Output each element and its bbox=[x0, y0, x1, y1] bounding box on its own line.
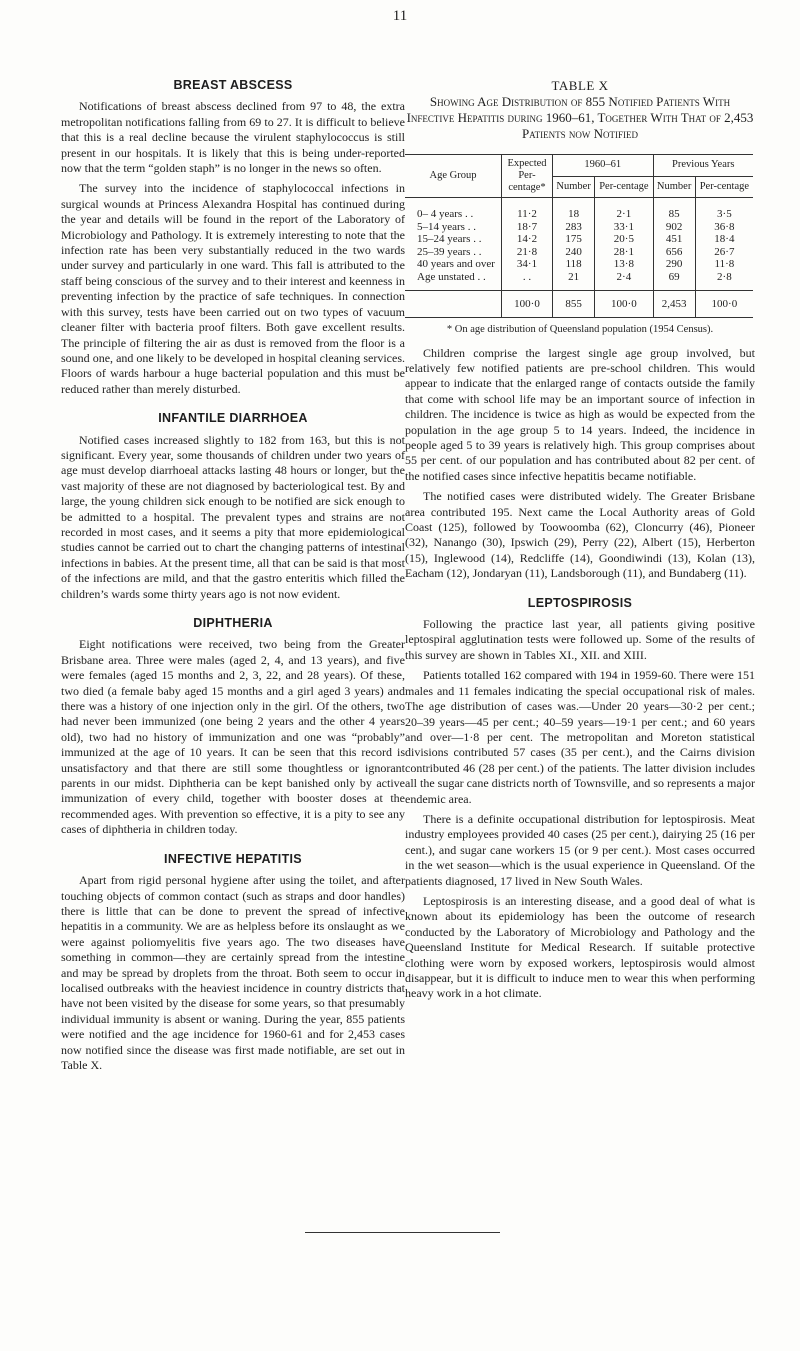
cell-age: 25–39 years . . bbox=[417, 245, 482, 258]
header-period-2: Previous Years bbox=[653, 155, 753, 177]
cell-age bbox=[405, 290, 502, 318]
table-row bbox=[405, 258, 753, 271]
header-expected: Expected Per-centage* bbox=[502, 155, 553, 198]
cell-percentage: 20·5 bbox=[595, 233, 653, 246]
section-heading: INFECTIVE HEPATITIS bbox=[164, 851, 302, 866]
table-row bbox=[405, 198, 753, 221]
table-footnote: * On age distribution of Queensland population (1954 Census). bbox=[446, 324, 714, 336]
section-diphtheria bbox=[61, 616, 405, 838]
section-breast-abscess bbox=[61, 78, 405, 397]
paragraph: The survey into the incidence of staphylococcal infections in surgical wounds at Princess Alexandra Hospital has continued during the year and details will be found in the report of the Laboratory of Microbiology and Pathology. It is extremely interesting to note that the infection rate has been very substantially reduced in the two wards under survey and particularly in one ward. This fall is attributed to the staff being conscious of the survey and to their interest and keenness in preventing infection by the practice of safe techniques. In connection with this survey, tests have been carried out on two types of vacuum cleaner filter with bacteria proof filters. Both gave excellent results. The principle of filtering the air as dust is removed from the floor is a sound one, and one likely to be developed in hospital cleaning services. Floors of wards harbour a huge bacterial population and this must be reduced rather than merely disturbed. bbox=[61, 181, 405, 396]
header-period-1: 1960–61 bbox=[553, 155, 654, 177]
cell-age: 40 years and over bbox=[417, 258, 495, 271]
cell-number: 118 bbox=[553, 258, 595, 271]
table-row bbox=[405, 221, 753, 234]
table-caption bbox=[405, 78, 755, 142]
cell-number: 855 bbox=[553, 290, 595, 318]
header-percentage: Per-centage bbox=[695, 176, 753, 198]
paragraph: The notified cases were distributed widely. The Greater Brisbane area contributed 195. Next came the Local Authority areas of Gold Coast (125), followed by Toowoomba (62), Cloncurry (46), Pioneer (32), Nanango (30), Ipswich (29), Perry (22), Albert (15), Herberton (15), Inglewood (14), Redcliffe (14), Goondiwindi (13), Kolan (13), Eacham (12), Jondaryan (11), Landsborough (11), and Bundaberg (11). bbox=[405, 489, 755, 581]
paragraph: Leptospirosis is an interesting disease, and a good deal of what is known about its epidemiology has been the outcome of research conducted by the Laboratory of Microbiology and Pathology and the Queensland Institute for Medical Research. If suitable protective clothing were worn by exposed workers, leptospirosis would almost disappear, but it is difficult to induce men to wear this when performing heavy work in a hot climate. bbox=[405, 893, 755, 1001]
paragraph: There is a definite occupational distribution for leptospirosis. Meat industry employees provided 40 cases (25 per cent.), dairying 25 (16 per cent.), and sugar cane workers 15 (or 9 per cent.). Most cases occurred in the wet season—which is the usual experience in Queensland. Of the patients diagnosed, 17 lived in New South Wales. bbox=[405, 811, 755, 888]
cell-number: 18 bbox=[553, 198, 595, 221]
section-infective-hepatitis bbox=[61, 852, 405, 1074]
cell-age: 0– 4 years . . bbox=[417, 208, 474, 220]
cell-percentage: 36·8 bbox=[695, 221, 753, 234]
cell-percentage: 18·4 bbox=[695, 233, 753, 246]
table-row bbox=[405, 233, 753, 246]
cell-age: 15–24 years . . bbox=[417, 233, 482, 246]
cell-number: 175 bbox=[553, 233, 595, 246]
cell-expected: 14·2 bbox=[502, 233, 553, 246]
table-row bbox=[405, 246, 753, 259]
cell-percentage: 33·1 bbox=[595, 221, 653, 234]
bottom-divider bbox=[305, 1232, 500, 1233]
paragraph: Notified cases increased slightly to 182 from 163, but this is not significant. Every year, some thousands of children under two years of age must develop diarrhoeal attacks lasting 48 hours or longer, but the vast majority of these are not diagnosed by bacteriological test. By and large, the young children sick enough to be notified are sick enough to be admitted to a hospital. The prevalent types and strains are not recorded in most cases, and it seems a pity that more epidemiological studies cannot be carried out to chart the changing patterns of intestinal infections in babies. At the present time, all that can be said is that most of the infections are mild, and that the gastro enteritis which filled the children’s wards some thirty years ago is not now evident. bbox=[61, 432, 405, 601]
page-number: 11 bbox=[392, 8, 408, 24]
table-row bbox=[405, 271, 753, 290]
cell-age: Age unstated . . bbox=[417, 270, 486, 283]
cell-number: 902 bbox=[653, 221, 695, 234]
cell-number: 283 bbox=[553, 221, 595, 234]
section-leptospirosis bbox=[405, 596, 755, 1002]
section-heading: LEPTOSPIROSIS bbox=[527, 595, 633, 610]
paragraph: Notifications of breast abscess declined from 97 to 48, the extra metropolitan notifications falling from 69 to 27. It is difficult to believe that this is a real decline because the virulent staphylococcus is still present in our hospitals. It is likely that this is being under-reported now that the term “golden staph” is no longer in the news so often. bbox=[61, 99, 405, 176]
cell-percentage: 100·0 bbox=[595, 290, 653, 318]
cell-number: 451 bbox=[653, 233, 695, 246]
section-heading: INFANTILE DIARRHOEA bbox=[158, 411, 308, 426]
cell-percentage: 2·4 bbox=[595, 271, 653, 290]
cell-number: 85 bbox=[653, 198, 695, 221]
table-title: TABLE X bbox=[551, 78, 609, 93]
header-age-group: Age Group bbox=[405, 155, 502, 198]
cell-percentage: 11·8 bbox=[695, 258, 753, 271]
cell-age: 5–14 years . . bbox=[417, 220, 476, 233]
cell-number: 290 bbox=[653, 258, 695, 271]
cell-percentage: 100·0 bbox=[695, 290, 753, 318]
paragraph: Following the practice last year, all patients giving positive leptospiral agglutination tests were followed up. Some of the results of this survey are shown in Tables XI., XII. and XIII. bbox=[405, 617, 755, 662]
cell-expected: . . bbox=[502, 271, 553, 290]
section-heading: DIPHTHERIA bbox=[193, 616, 273, 630]
cell-expected: 34·1 bbox=[502, 258, 553, 271]
header-percentage: Per-centage bbox=[595, 176, 653, 198]
table-total-row bbox=[405, 290, 753, 318]
cell-expected: 21·8 bbox=[502, 246, 553, 259]
left-column bbox=[61, 78, 405, 1087]
cell-percentage: 26·7 bbox=[695, 246, 753, 259]
cell-percentage: 2·8 bbox=[695, 271, 753, 290]
header-number: Number bbox=[553, 176, 595, 198]
cell-expected: 18·7 bbox=[502, 221, 553, 234]
cell-percentage: 13·8 bbox=[595, 258, 653, 271]
paragraph: Apart from rigid personal hygiene after using the toilet, and after touching objects of common contact (such as straps and door handles) there is little that can be done to prevent the spread of infective hepatitis in a community. We are as helpless before its onslaught as we were against poliomyelitis five years ago. The two diseases have something in common—they are certainly spread from the intestine and may be spread by droplets from the throat. Both seem to occur in localised outbreaks with the heaviest incidence in country districts that have not been visited by the disease for some years, so that presumably individual immunity is absent or waning. During the year, 855 patients were notified and the age incidence for 1960-61 and for 2,453 cases now notified since the disease was first made notifiable, are set out in Table X. bbox=[61, 873, 405, 1072]
cell-number: 656 bbox=[653, 246, 695, 259]
table-description: Showing Age Distribution of 855 Notified Patients With Infective Hepatitis during 1960–61, Together With That of 2,453 Patients now Notified bbox=[406, 94, 754, 141]
right-column bbox=[405, 78, 755, 1016]
cell-expected: 100·0 bbox=[502, 290, 553, 318]
cell-percentage: 3·5 bbox=[695, 198, 753, 221]
cell-number: 69 bbox=[653, 271, 695, 290]
header-number: Number bbox=[653, 176, 695, 198]
cell-expected: 11·2 bbox=[502, 198, 553, 221]
age-distribution-table bbox=[405, 154, 753, 318]
section-heading: BREAST ABSCESS bbox=[173, 78, 293, 92]
paragraph: Eight notifications were received, two being from the Greater Brisbane area. Three were males (aged 2, 4, and 13 years), and five were females (aged 15 months and 2, 3, 22, and 28 years). Of these, two died (a female baby aged 15 months and a girl aged 3 years) and there was a history of one injection only in the girl. Of the others, two had never been immunized (one being 2 years and the other 4 years old), two had no history of immunization and one was “probably” immunized at the age of 10 years. It can be seen that this record is unsatisfactory and that there are still some thoughtless or ignorant parents in our midst. Diphtheria can be kept banished only by active immunization of every child, together with booster doses at the recommended ages. With prevention so effective, it is a pity to see any cases of diphtheria in children today. bbox=[61, 637, 405, 837]
cell-number: 21 bbox=[553, 271, 595, 290]
paragraph: Patients totalled 162 compared with 194 in 1959-60. There were 151 males and 11 females indicating the special occupational risk of males. The age distribution of cases was.—Under 20 years—30·2 per cent.; 20–39 years—45 per cent.; 40–59 years—19·1 per cent.; and 60 years and over—1·8 per cent. The metropolitan and Moreton statistical divisions contributed 57 cases (35 per cent.), and the Cairns division contributed 46 (28 per cent.) of the patients. The latter division includes all the sugar cane districts north of Townsville, and so represents a major endemic area. bbox=[405, 668, 755, 806]
cell-number: 2,453 bbox=[653, 290, 695, 318]
section-hepatitis-continued bbox=[405, 346, 755, 582]
cell-percentage: 28·1 bbox=[595, 246, 653, 259]
cell-percentage: 2·1 bbox=[595, 198, 653, 221]
section-infantile-diarrhoea bbox=[61, 411, 405, 602]
cell-number: 240 bbox=[553, 246, 595, 259]
paragraph: Children comprise the largest single age group involved, but relatively few notified patients are pre-school children. This would appear to indicate that the enlarged range of contacts outside the family that come with school life may be an important source of infection in children. The incidence is twice as high as would be expected from the population in the age group 5 to 14 years. Indeed, the incidence in people aged 5 to 39 years is relatively high. This group comprises about 55 per cent. of our population and has contributed about 82 per cent. of the notified cases since infective hepatitis became notifiable. bbox=[405, 345, 755, 483]
